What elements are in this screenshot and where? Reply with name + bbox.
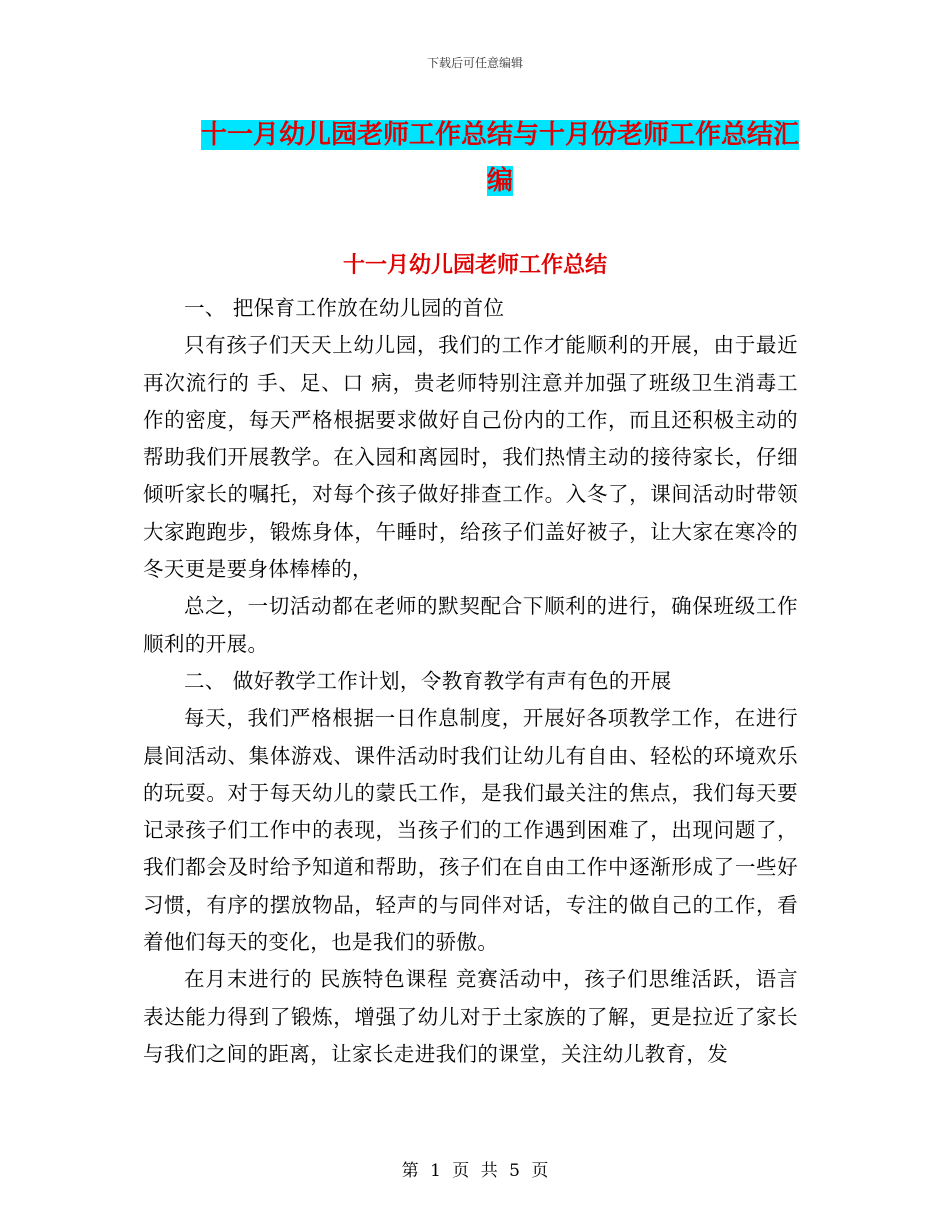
header-note: 下载后可任意编辑 — [426, 56, 523, 70]
document-title — [195, 112, 805, 204]
body-paragraph: 每天，我们严格根据一日作息制度，开展好各项教学工作，在进行晨间活动、集体游戏、课件活动时我们让幼儿有自由、轻松的环境欢乐的玩耍。对于每天幼儿的蒙氏工作，是我们最关注的焦点，我们每天要记录孩子们工作中的表现，当孩子们的工作遇到困难了，出现问题了，我们都会及时给予知道和帮助，孩子们在自由工作中逐渐形成了一些好习惯，有序的摆放物品，轻声的与同伴对话，专注的做自己的工作，看着他们每天的变化，也是我们的骄傲。 — [143, 706, 798, 955]
heading-item-2: 二、 做好教学工作计划，令教育教学有声有色的开展 — [184, 668, 672, 693]
body-paragraph: 只有孩子们天天上幼儿园，我们的工作才能顺利的开展，由于最近再次流行的 手、足、口 病，贵老师特别注意并加强了班级卫生消毒工作的密度，每天严格根据要求做好自己份内的工作，而且还积极主动的帮助我们开展教学。在入园和离园时，我们热情主动的接待家长，仔细倾听家长的嘱托，对每个孩子做好排查工作。入冬了，课间活动时带领大家跑跑步，锻炼身体，午睡时，给孩子们盖好被子，让大家在寒冷的冬天更是要身体棒棒的， — [143, 333, 798, 582]
body-paragraph: 总之，一切活动都在老师的默契配合下顺利的进行，确保班级工作顺利的开展。 — [143, 594, 798, 656]
page-footer: 第 1 页 共 5 页 — [401, 1161, 549, 1181]
section-title: 十一月幼儿园老师工作总结 — [342, 253, 607, 278]
document-title-text: 十一月幼儿园老师工作总结与十月份老师工作总结汇编 — [200, 120, 799, 196]
document-body — [143, 290, 798, 1073]
heading-item-1: 一、 把保育工作放在幼儿园的首位 — [184, 296, 505, 320]
body-paragraph: 在月末进行的 民族特色课程 竞赛活动中，孩子们思维活跃，语言表达能力得到了锻炼，增强了幼儿对于土家族的了解，更是拉近了家长与我们之间的距离，让家长走进我们的课堂，关注幼儿教育，发 — [143, 967, 798, 1066]
